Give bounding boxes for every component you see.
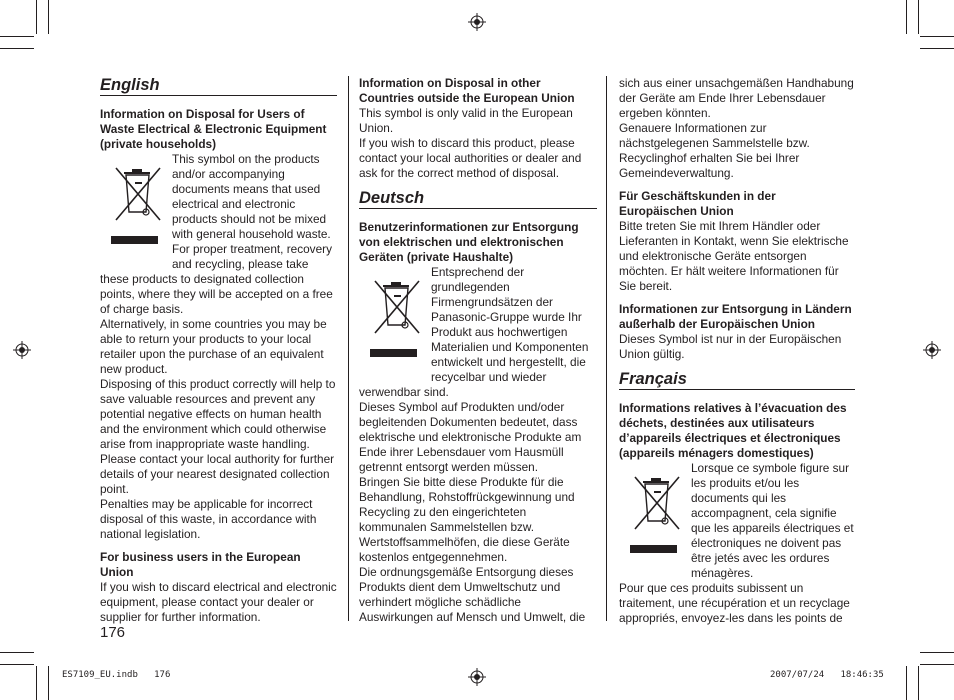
english-other-heading: Information on Disposal in other Countries outside the European Union <box>359 76 575 105</box>
francais-title: Français <box>619 370 855 390</box>
english-disposing-text: Disposing of this product correctly will help to save valuable resources and prevent any potential negative effects on human health and the environment which could otherwise arise from inappropriate waste handling. <box>100 377 336 451</box>
column-divider <box>348 76 349 621</box>
crop-mark <box>918 0 919 34</box>
english-contact-text: Please contact your local authority for further details of your nearest designated collection point. <box>100 452 335 496</box>
english-alternatively-text: Alternatively, in some countries you may be able to return your products to your local retailer upon the purchase of an equivalent new product. <box>100 317 327 376</box>
registration-mark-icon <box>468 13 486 31</box>
weee-bar <box>111 236 158 244</box>
crop-mark <box>0 36 34 37</box>
francais-heading: Informations relatives à l’évacuation des déchets, destinées aux utilisateurs d’appareils électriques et électroniques (appareils ménagers domestiques) <box>619 401 847 460</box>
crop-mark <box>48 0 49 34</box>
weee-symbol <box>619 461 691 567</box>
deutsch-paragraph-4-cont: sich aus einer unsachgemäßen Handhabung der Geräte am Ende Ihrer Lebensdauer ergeben könnten. <box>619 76 854 120</box>
english-business-heading: For business users in the European Union <box>100 550 301 579</box>
deutsch-business-text: Bitte treten Sie mit Ihrem Händler oder Lieferanten in Kontakt, wenn Sie elektrische und elektronische Geräte entsorgen möchten. Er hält weitere Informationen für Sie bereit. <box>619 219 849 293</box>
crop-mark <box>920 664 954 665</box>
deutsch-paragraph-5: Genauere Informationen zur nächstgelegenen Sammelstelle bzw. Recyclinghof erhalten Sie bei Ihrer Gemeindeverwaltung. <box>619 121 810 180</box>
english-disposal-text-cont: these products to designated collection points, where they will be accepted on a free of charge basis. <box>100 272 333 316</box>
deutsch-text: Entsprechend der grundlegenden Firmengrundsätzen der Panasonic-Gruppe wurde Ihr Produkt aus hochwertigen Materialien und Komponenten entwickelt und hergestellt, die recycelbar und wieder <box>431 265 589 384</box>
deutsch-title: Deutsch <box>359 189 597 209</box>
column-divider <box>606 76 607 621</box>
deutsch-other-heading: Informationen zur Entsorgung in Ländern außerhalb der Europäischen Union <box>619 302 852 331</box>
english-disposal-heading: Information on Disposal for Users of Waste Electrical & Electronic Equipment (private households) <box>100 107 327 151</box>
crop-mark <box>0 48 34 49</box>
english-title: English <box>100 76 337 96</box>
english-business-text: If you wish to discard electrical and electronic equipment, please contact your dealer or supplier for further information. <box>100 580 337 624</box>
crossed-out-bin-icon <box>627 471 687 543</box>
weee-symbol <box>359 265 431 371</box>
right-column <box>619 76 855 626</box>
crop-mark <box>36 666 37 700</box>
francais-text-cont: Pour que ces produits subissent un traitement, une récupération et un recyclage appropriés, envoyez-les dans les points de <box>619 581 850 625</box>
crop-mark <box>36 0 37 34</box>
weee-bar <box>630 545 677 553</box>
english-column <box>100 76 337 625</box>
deutsch-text-cont: verwendbar sind. <box>359 385 449 399</box>
deutsch-other-text: Dieses Symbol ist nur in der Europäischen Union gültig. <box>619 332 842 361</box>
deutsch-paragraph-2: Dieses Symbol auf Produkten und/oder begleitenden Dokumenten bedeutet, dass elektrische und elektronische Produkte am Ende ihrer Lebensdauer vom Hausmüll getrennt entsorgt werden müssen. <box>359 400 582 474</box>
crop-mark <box>920 36 954 37</box>
english-other-text-1: This symbol is only valid in the European Union. <box>359 106 573 135</box>
crop-mark <box>48 666 49 700</box>
deutsch-heading: Benutzerinformationen zur Entsorgung von elektrischen und elektronischen Geräten (private Haushalte) <box>359 220 579 264</box>
registration-mark-icon <box>468 668 486 686</box>
middle-column <box>359 76 597 625</box>
english-other-text-2: If you wish to discard this product, please contact your local authorities or dealer and ask for the correct method of disposal. <box>359 136 582 180</box>
english-penalties-text: Penalties may be applicable for incorrect disposal of this waste, in accordance with national legislation. <box>100 497 317 541</box>
page-number: 176 <box>100 624 126 641</box>
weee-symbol <box>100 152 172 258</box>
crop-mark <box>920 652 954 653</box>
crop-mark <box>906 666 907 700</box>
francais-text: Lorsque ce symbole figure sur les produits et/ou les documents qui les accompagnent, cela signifie que les appareils électriques et électroniques ne doivent pas être jetés avec les ordures ménagères. <box>691 461 854 580</box>
weee-bar <box>370 349 417 357</box>
registration-mark-icon <box>13 341 31 359</box>
crop-mark <box>918 666 919 700</box>
crop-mark <box>0 664 34 665</box>
english-disposal-text: This symbol on the products and/or accompanying documents means that used electrical and electronic products should not be mixed with general household waste. For proper treatment, recovery and recycling, please take <box>172 152 332 271</box>
crossed-out-bin-icon <box>108 162 168 234</box>
deutsch-paragraph-3: Bringen Sie bitte diese Produkte für die Behandlung, Rohstoffrückgewinnung und Recycling zu den eingerichteten kommunalen Sammelstellen bzw. Wertstoffsammelhöfen, die diese Geräte kostenlos entgegennehmen. <box>359 475 575 564</box>
crop-mark <box>906 0 907 34</box>
crop-mark <box>920 48 954 49</box>
deutsch-paragraph-4: Die ordnungsgemäße Entsorgung dieses Produkts dient dem Umweltschutz und verhindert mögliche schädliche Auswirkungen auf Mensch und Umwelt, die <box>359 565 586 624</box>
slug-timestamp: 2007/07/24 18:46:35 <box>770 670 884 680</box>
registration-mark-icon <box>923 341 941 359</box>
slug-file-info: ES7109_EU.indb 176 <box>62 670 171 680</box>
crossed-out-bin-icon <box>367 275 427 347</box>
crop-mark <box>0 652 34 653</box>
deutsch-business-heading: Für Geschäftskunden in der Europäischen Union <box>619 189 776 218</box>
